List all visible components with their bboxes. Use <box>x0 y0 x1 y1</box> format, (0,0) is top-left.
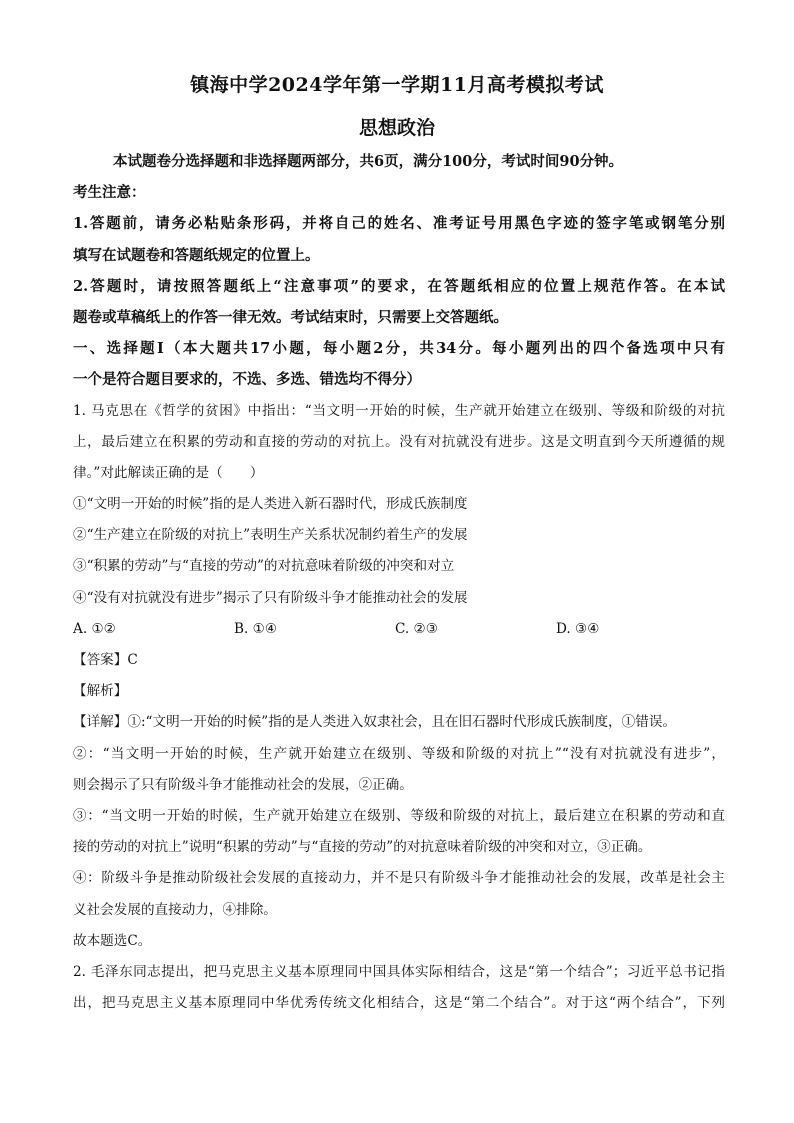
detail-text: ①:“文明一开始的时候”指的是人类进入奴隶社会，且在旧石器时代形成氏族制度，①错误。 <box>127 714 677 731</box>
section-1-heading-line-1: 一、选择题Ⅰ（本大题共17小题，每小题2分，共34分。每小题列出的四个备选项中只有 <box>73 340 725 358</box>
q1-answer <box>73 645 725 676</box>
q2-stem-line-2: 出，把马克思主义基本原理同中华优秀传统文化相结合，这是“第二个结合”。对于这“两个结合”，下列 <box>73 995 725 1012</box>
q1-option-b: B. ①④ <box>234 620 278 637</box>
detail-label: 【详解】 <box>73 714 128 731</box>
q1-stem-line-3: 律。”对此解读正确的是（ ） <box>73 464 264 481</box>
q1-statement-4: ④“没有对抗就没有进步”揭示了只有阶级斗争才能推动社会的发展 <box>73 589 468 606</box>
q1-detail-line-6: ④：阶级斗争是推动阶级社会发展的直接动力，并不是只有阶级斗争才能推动社会的发展，改革是社会主 <box>73 870 725 887</box>
q1-stem-line-2: 上，最后建立在积累的劳动和直接的劳动的对抗上。没有对抗就没有进步。这是文明直到今天所遵循的规 <box>73 433 725 450</box>
q2-stem-line-1: 2. 毛泽东同志提出，把马克思主义基本原理同中国具体实际相结合，这是“第一个结合”；习近平总书记指 <box>73 963 725 980</box>
section-1-heading-line-2: 一个是符合题目要求的，不选、多选、错选均不得分） <box>73 371 421 389</box>
q1-statement-2: ②“生产建立在阶级的对抗上”表明生产关系状况制约着生产的发展 <box>73 527 468 544</box>
exam-title: 镇海中学2024学年第一学期11月高考模拟考试 <box>190 74 604 96</box>
q1-detail-line-2: ②：“当文明一开始的时候，生产就开始建立在级别、等级和阶级的对抗上”“没有对抗就没有进步”， <box>73 745 725 762</box>
q1-detail-line-7: 义社会发展的直接动力，④排除。 <box>73 901 277 918</box>
answer-value: C <box>127 652 138 668</box>
q1-stem-line-1: 1. 马克思在《哲学的贫困》中指出：“当文明一开始的时候，生产就开始建立在级别、等级和阶级的对抗 <box>73 402 725 419</box>
q1-detail-line-5: 接的劳动的对抗上”说明“积累的劳动”与“直接的劳动”的对抗意味着阶级的冲突和对立，③正确。 <box>73 839 652 856</box>
q1-analysis-label: 【解析】 <box>73 683 128 700</box>
document-body <box>73 146 725 1019</box>
subject-title: 思想政治 <box>358 117 435 139</box>
q1-option-d: D. ③④ <box>556 620 600 637</box>
q1-option-c: C. ②③ <box>395 620 438 637</box>
q1-statement-3: ③“积累的劳动”与“直接的劳动”的对抗意味着阶级的冲突和对立 <box>73 558 455 575</box>
answer-label: 【答案】 <box>73 652 128 668</box>
q1-detail-line-4: ③：“当文明一开始的时候，生产就开始建立在级别、等级和阶级的对抗上，最后建立在积累的劳动和直 <box>73 807 725 824</box>
notice-heading: 考生注意： <box>73 184 146 202</box>
notice-1-line-2: 填写在试题卷和答题纸规定的位置上。 <box>73 246 320 264</box>
q1-option-a: A. ①② <box>73 620 116 637</box>
intro-text: 本试题卷分选择题和非选择题两部分，共6页，满分100分，考试时间90分钟。 <box>113 153 624 170</box>
notice-1-line-1: 1.答题前，请务必粘贴条形码，并将自己的姓名、准考证号用黑色字迹的签字笔或钢笔分别 <box>73 215 725 233</box>
q1-options <box>73 614 725 645</box>
q1-statement-1: ①“文明一开始的时候”指的是人类进入新石器时代，形成氏族制度 <box>73 496 468 513</box>
notice-2-line-2: 题卷或草稿纸上的作答一律无效。考试结束时，只需要上交答题纸。 <box>73 308 508 326</box>
notice-2-line-1: 2.答题时，请按照答题纸上“注意事项”的要求，在答题纸相应的位置上规范作答。在本试 <box>73 277 725 295</box>
q1-detail-line-1 <box>73 707 725 738</box>
q1-conclusion: 故本题选C。 <box>73 932 152 949</box>
q1-detail-line-3: 则会揭示了只有阶级斗争才能推动社会的发展，②正确。 <box>73 776 413 793</box>
